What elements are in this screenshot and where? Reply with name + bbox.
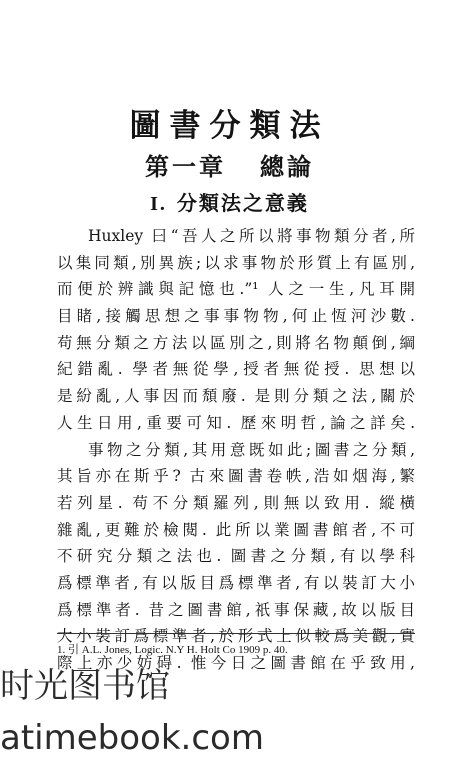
footnote-divider xyxy=(57,633,415,634)
chapter-number: 第一章 xyxy=(145,152,226,181)
text-line: 爲標準者. 昔之圖書館,祇事保藏,故以版目 xyxy=(57,600,415,619)
text-line: 而便於辨識與記憶也.”¹ 人之一生,凡耳開 xyxy=(57,280,415,299)
text-line: 其旨亦在斯乎? 古來圖書卷帙,浩如烟海,繁 xyxy=(57,467,415,486)
watermark-url: atimebook.com xyxy=(0,718,264,758)
text-line: Huxley 曰“吾人之所以將事物類分者,所 xyxy=(88,227,415,245)
chapter-name: 總論 xyxy=(260,152,314,181)
text-line: 雜亂,更難於檢閱. 此所以業圖書館者,不可 xyxy=(57,520,415,539)
book-title: 圖書分類法 xyxy=(129,108,330,144)
text-line: 紀錯亂. 學者無從學,授者無從授. 思想以 xyxy=(57,360,415,379)
footnote: 1. 引 A.L. Jones, Logic. N.Y H. Holt Co 1909 p. 40. xyxy=(57,644,288,656)
text-line: 人生日用,重要可知. 歷來明哲,論之詳矣. xyxy=(57,413,415,432)
text-line: 爲標準者,有以版目爲標準者,有以裝訂大小 xyxy=(57,573,415,592)
text-line: 大小裝訂爲標準者,於形式上似較爲美觀,實 xyxy=(57,627,415,646)
chapter-heading xyxy=(0,147,459,182)
section-number: I. xyxy=(150,193,167,215)
text-line: 若列星. 苟不分類羅列,則無以致用. 縱橫 xyxy=(57,493,415,512)
text-line: 不研究分類之法也. 圖書之分類,有以學科 xyxy=(57,547,415,566)
text-line: 是紛亂,人事因而頹廢. 是則分類之法,關於 xyxy=(57,387,415,406)
body-text xyxy=(57,223,415,677)
text-line: 苟無分類之方法以區別之,則將名物顛倒,綱 xyxy=(57,333,415,352)
section-heading xyxy=(0,187,459,216)
text-line: 以集同類,別異族;以求事物於形質上有區別, xyxy=(57,253,415,272)
text-line: 事物之分類,其用意既如此;圖書之分類, xyxy=(88,440,415,459)
text-line: 際上亦少妨碍. 惟今日之圖書館在乎致用, xyxy=(57,654,415,672)
text-line: 目睹,接觸思想之事事物物,何止恆河沙數. xyxy=(57,307,415,326)
watermark-chinese: 时光图书馆 xyxy=(0,666,170,706)
section-name: 分類法之意義 xyxy=(176,191,309,215)
